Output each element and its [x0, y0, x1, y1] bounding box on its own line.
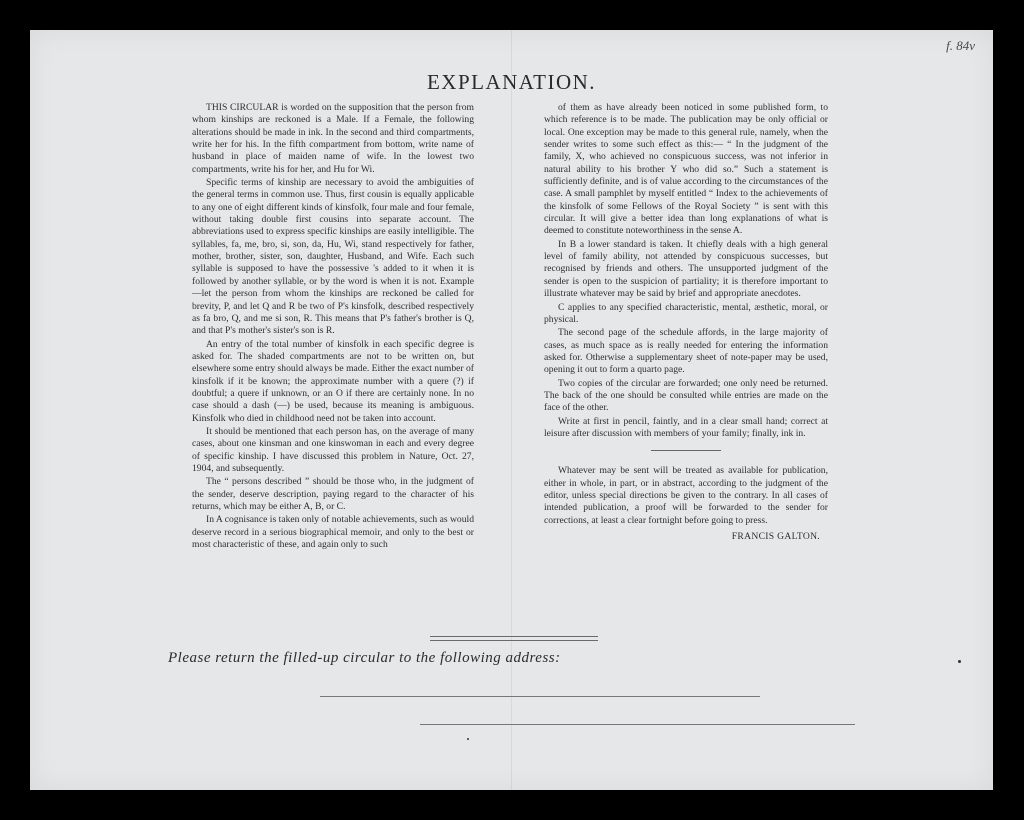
section-divider	[651, 450, 721, 451]
paragraph: The “ persons described ” should be those who, in the judgment of the sender, deserve description, paying regard to the character of his returns, which may be either A, B, or C.	[192, 476, 474, 512]
address-line-2	[420, 724, 855, 725]
closing-paragraph: Whatever may be sent will be treated as available for publication, either in whole, in part, or in abstract, according to the judgment of the editor, unless special directions be given to the contrary. In all cases of intended publication, a proof will be forwarded to the sender for corrections, at least a clear fortnight before going to press.	[544, 465, 828, 526]
page-fold	[511, 30, 512, 790]
right-column	[544, 102, 828, 543]
paragraph: Two copies of the circular are forwarded; one only need be returned. The back of the one should be consulted while entries are made on the face of the other.	[544, 377, 828, 414]
paragraph: of them as have already been noticed in some published form, to which reference is to be made. The publication may be only official or local. One exception may be made to this general rule, namely, when the sender writes to some such effect as this:— “ In the judgment of the family, X, who achieved no conspicuous success, was not inferior in natural ability to his brother Y who did so.” Such a statement is sufficiently definite, and is of value according to the circumstances of the case. A small pamphlet by myself entitled “ Index to the achievements of the kinsfolk of some Fellows of the Royal Society ” is sent with this circular. It will give a better idea than long explanations of what is deemed to constitute noteworthiness in the sense A.	[544, 102, 828, 237]
signature: FRANCIS GALTON.	[731, 531, 820, 542]
document-page	[30, 30, 993, 790]
folio-number: f. 84v	[946, 38, 975, 53]
ink-speck	[958, 660, 961, 663]
paragraph: An entry of the total number of kinsfolk in each specific degree is asked for. The shaded compartments are not to be written on, but elsewhere some entry should always be made. Either the exact number of kinsfolk if it be known; the approximate number with a quere (?) if doubtful; a quere if unknown, or an O if there are certainly none. In no case should a dash (—) be used, because its meaning is ambiguous. Kinsfolk who died in childhood need not be taken into account.	[192, 338, 474, 424]
ink-speck	[467, 738, 469, 740]
return-instruction: Please return the filled-up circular to the following address:	[168, 650, 561, 666]
paragraph: Specific terms of kinship are necessary to avoid the ambiguities of the general terms in common use. Thus, first cousin is equally applicable to any one of eight different kinds of kinsfolk, four male and four female, without taking double first cousins into separate account. The abbreviations used to express specific kinships are easily intelligible. The syllables, fa, me, bro, si, son, da, Hu, Wi, stand respectively for father, mother, brother, sister, son, daughter, Husband, and Wife. Each such syllable is supposed to have the possessive 's added to it when it is followed by another syllable, or by the word is when it is not. Example—let the person from whom the kinships are reckoned be called for brevity, P, and let Q and R be two of P's kinsfolk, described respectively as fa bro, Q, and me si son, R. This means that P's father's brother is Q, and that P's mother's sister's son is R.	[192, 177, 474, 337]
paragraph: Write at first in pencil, faintly, and in a clear small hand; correct at leisure after discussion with members of your family; finally, ink in.	[544, 415, 828, 439]
paragraph: In B a lower standard is taken. It chiefly deals with a high general level of family ability, not attended by conspicuous successes, but recognised by friends and others. The unsupported judgment of the sender is open to the suspicion of partiality; it is therefore important to illustrate whatever may be said by brief and appropriate anecdotes.	[544, 238, 828, 300]
paragraph: The second page of the schedule affords, in the large majority of cases, as much space as is really needed for entering the information asked for. Otherwise a supplementary sheet of note-paper may be used, opening it out to form a quarto page.	[544, 327, 828, 376]
left-column	[192, 102, 474, 552]
document-title: EXPLANATION.	[426, 70, 597, 94]
address-line-1	[320, 696, 760, 697]
paragraph: THIS CIRCULAR is worded on the supposition that the person from whom kinships are reckoned is a Male. If a Female, the following alterations should be made in ink. In the second and third compartments, write her for his. In the fifth compartment from bottom, write name of husband in place of maiden name of wife. In the lowest two compartments, write his for her, and Hu for Wi.	[192, 102, 474, 175]
paragraph: In A cognisance is taken only of notable achievements, such as would deserve record in a serious biographical memoir, and only to the best or most characteristic of these, and again only to such	[192, 514, 474, 551]
paragraph: It should be mentioned that each person has, on the average of many cases, about one kinsman and one kinswoman in each and every degree of specific kinship. I have discussed this problem in Nature, Oct. 27, 1904, and subsequently.	[192, 425, 474, 474]
paragraph: C applies to any specified characteristic, mental, æsthetic, moral, or physical.	[544, 301, 828, 325]
double-rule	[430, 636, 598, 644]
